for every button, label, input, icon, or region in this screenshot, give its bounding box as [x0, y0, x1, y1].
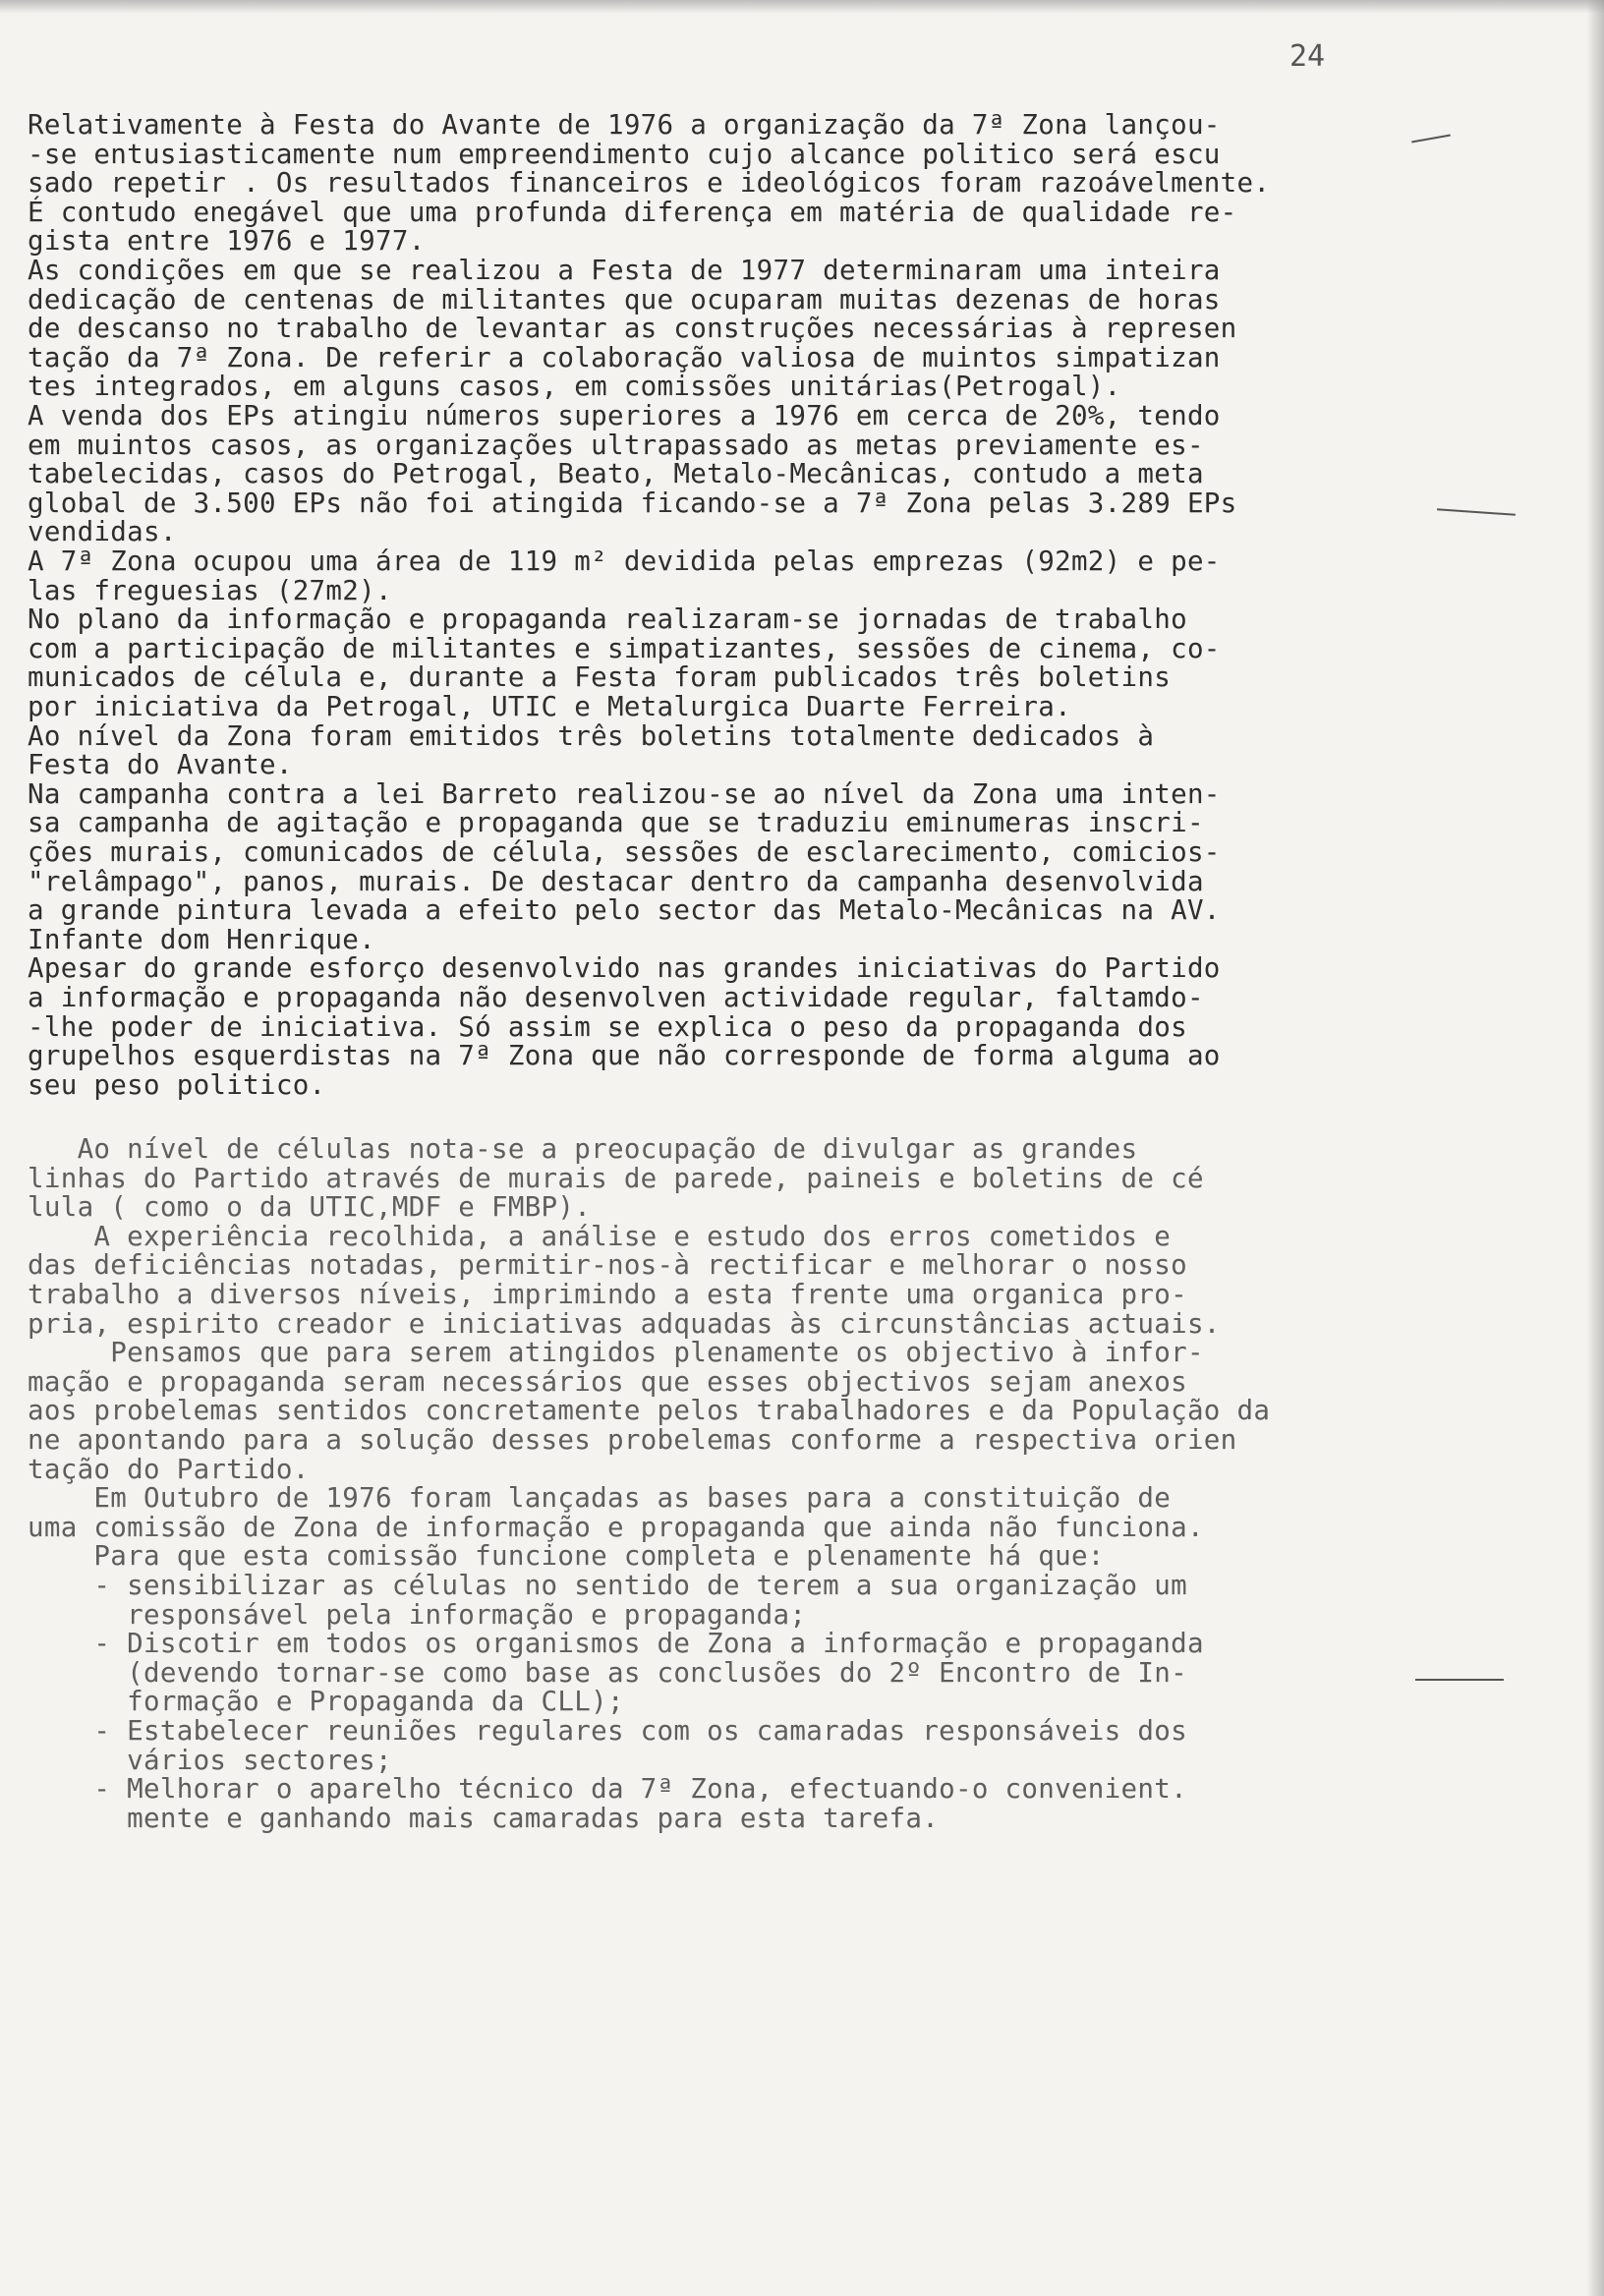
- text-line: Na campanha contra a lei Barreto realizou-se ao nível da Zona uma inten-: [28, 778, 1221, 810]
- text-line: formação e Propaganda da CLL);: [28, 1686, 624, 1717]
- text-line: (devendo tornar-se como base as conclusões do 2º Encontro de In-: [28, 1657, 1187, 1689]
- text-line: global de 3.500 EPs não foi atingida ficando-se a 7ª Zona pelas 3.289 EPs: [28, 488, 1237, 519]
- scan-edge-right: [1586, 0, 1604, 2296]
- text-line: com a participação de militantes e simpatizantes, sessões de cinema, co-: [28, 633, 1221, 664]
- text-line: Relativamente à Festa do Avante de 1976 a organização da 7ª Zona lançou-: [28, 109, 1221, 141]
- text-line: responsável pela informação e propaganda;: [28, 1599, 807, 1631]
- text-line: a grande pintura levada a efeito pelo sector das Metalo-Mecânicas na AV.: [28, 894, 1221, 926]
- text-line: As condições em que se realizou a Festa de 1977 determinaram uma inteira: [28, 255, 1221, 286]
- text-line: a informação e propaganda não desenvolven actividade regular, faltamdo-: [28, 982, 1204, 1013]
- text-line: É contudo enegável que uma profunda diferença em matéria de qualidade re-: [28, 197, 1237, 228]
- text-line: municados de célula e, durante a Festa foram publicados três boletins: [28, 661, 1172, 693]
- text-line: Apesar do grande esforço desenvolvido nas grandes iniciativas do Partido: [28, 952, 1221, 984]
- text-line: - Discotir em todos os organismos de Zona a informação e propaganda: [28, 1628, 1204, 1659]
- text-line: "relâmpago", panos, murais. De destacar dentro da campanha desenvolvida: [28, 866, 1204, 897]
- text-line: linhas do Partido através de murais de parede, paineis e boletins de cé: [28, 1163, 1204, 1194]
- text-line: A 7ª Zona ocupou uma área de 119 m² devidida pelas emprezas (92m2) e pe-: [28, 545, 1221, 577]
- page-number: 24: [1289, 39, 1326, 74]
- text-line: gista entre 1976 e 1977.: [28, 225, 426, 257]
- text-line: tação do Partido.: [28, 1454, 310, 1485]
- text-line: tes integrados, em alguns casos, em comissões unitárias(Petrogal).: [28, 371, 1121, 402]
- margin-mark: [1411, 135, 1451, 144]
- text-line: No plano da informação e propaganda realizaram-se jornadas de trabalho: [28, 603, 1187, 635]
- text-line: Ao nível da Zona foram emitidos três boletins totalmente dedicados à: [28, 720, 1155, 752]
- text-line: las freguesias (27m2).: [28, 575, 392, 606]
- text-line: ne apontando para a solução desses probelemas conforme a respectiva orien: [28, 1424, 1237, 1456]
- text-line: aos probelemas sentidos concretamente pelos trabalhadores e da População da: [28, 1395, 1271, 1426]
- margin-mark: [1437, 508, 1516, 516]
- text-line: ções murais, comunicados de célula, sessões de esclarecimento, comicios-: [28, 836, 1221, 868]
- text-line: - Melhorar o aparelho técnico da 7ª Zona, efectuando-o convenient.: [28, 1773, 1187, 1805]
- text-line: Em Outubro de 1976 foram lançadas as bases para a constituição de: [28, 1482, 1172, 1514]
- text-line: A venda dos EPs atingiu números superiores a 1976 em cerca de 20%, tendo: [28, 400, 1221, 431]
- text-line: seu peso politico.: [28, 1069, 326, 1101]
- text-line: A experiência recolhida, a análise e estudo dos erros cometidos e: [28, 1221, 1172, 1252]
- text-line: em muintos casos, as organizações ultrapassado as metas previamente es-: [28, 430, 1204, 461]
- text-line: das deficiências notadas, permitir-nos-à rectificar e melhorar o nosso: [28, 1249, 1187, 1281]
- text-line: por iniciativa da Petrogal, UTIC e Metalurgica Duarte Ferreira.: [28, 691, 1071, 722]
- text-line: vendidas.: [28, 516, 177, 547]
- text-line: Ao nível de células nota-se a preocupação de divulgar as grandes: [28, 1133, 1138, 1165]
- text-line: mente e ganhando mais camaradas para esta tarefa.: [28, 1803, 940, 1834]
- text-line: pria, espirito creador e iniciativas adquadas às circunstâncias actuais.: [28, 1308, 1221, 1340]
- text-line: Para que esta comissão funcione completa e plenamente há que:: [28, 1540, 1105, 1572]
- text-line: tação da 7ª Zona. De referir a colaboração valiosa de muintos simpatizan: [28, 342, 1221, 373]
- text-line: uma comissão de Zona de informação e propaganda que ainda não funciona.: [28, 1512, 1204, 1543]
- text-line: sa campanha de agitação e propaganda que se traduziu eminumeras inscri-: [28, 807, 1204, 838]
- text-line: - sensibilizar as células no sentido de terem a sua organização um: [28, 1570, 1187, 1601]
- margin-mark: [1415, 1679, 1504, 1681]
- text-line: -se entusiasticamente num empreendimento cujo alcance politico será escu: [28, 139, 1221, 170]
- text-line: Festa do Avante.: [28, 749, 293, 780]
- text-line: sado repetir . Os resultados financeiros e ideológicos foram razoávelmente.: [28, 167, 1271, 199]
- text-line: tabelecidas, casos do Petrogal, Beato, Metalo-Mecânicas, contudo a meta: [28, 458, 1204, 489]
- text-line: grupelhos esquerdistas na 7ª Zona que não corresponde de forma alguma ao: [28, 1040, 1221, 1071]
- text-line: vários sectores;: [28, 1745, 392, 1776]
- scan-edge-top: [0, 0, 1604, 14]
- text-line: lula ( como o da UTIC,MDF e FMBP).: [28, 1191, 592, 1223]
- text-line: trabalho a diversos níveis, imprimindo a esta frente uma organica pro-: [28, 1279, 1187, 1310]
- text-line: Infante dom Henrique.: [28, 924, 375, 955]
- text-line: -lhe poder de iniciativa. Só assim se explica o peso da propaganda dos: [28, 1011, 1187, 1043]
- text-line: de descanso no trabalho de levantar as construções necessárias à represen: [28, 313, 1237, 344]
- text-line: Pensamos que para serem atingidos plenamente os objectivo à infor-: [28, 1337, 1204, 1368]
- text-line: dedicação de centenas de militantes que ocuparam muitas dezenas de horas: [28, 284, 1221, 316]
- text-line: - Estabelecer reuniões regulares com os camaradas responsáveis dos: [28, 1715, 1187, 1747]
- text-line: mação e propaganda seram necessários que esses objectivos sejam anexos: [28, 1366, 1187, 1398]
